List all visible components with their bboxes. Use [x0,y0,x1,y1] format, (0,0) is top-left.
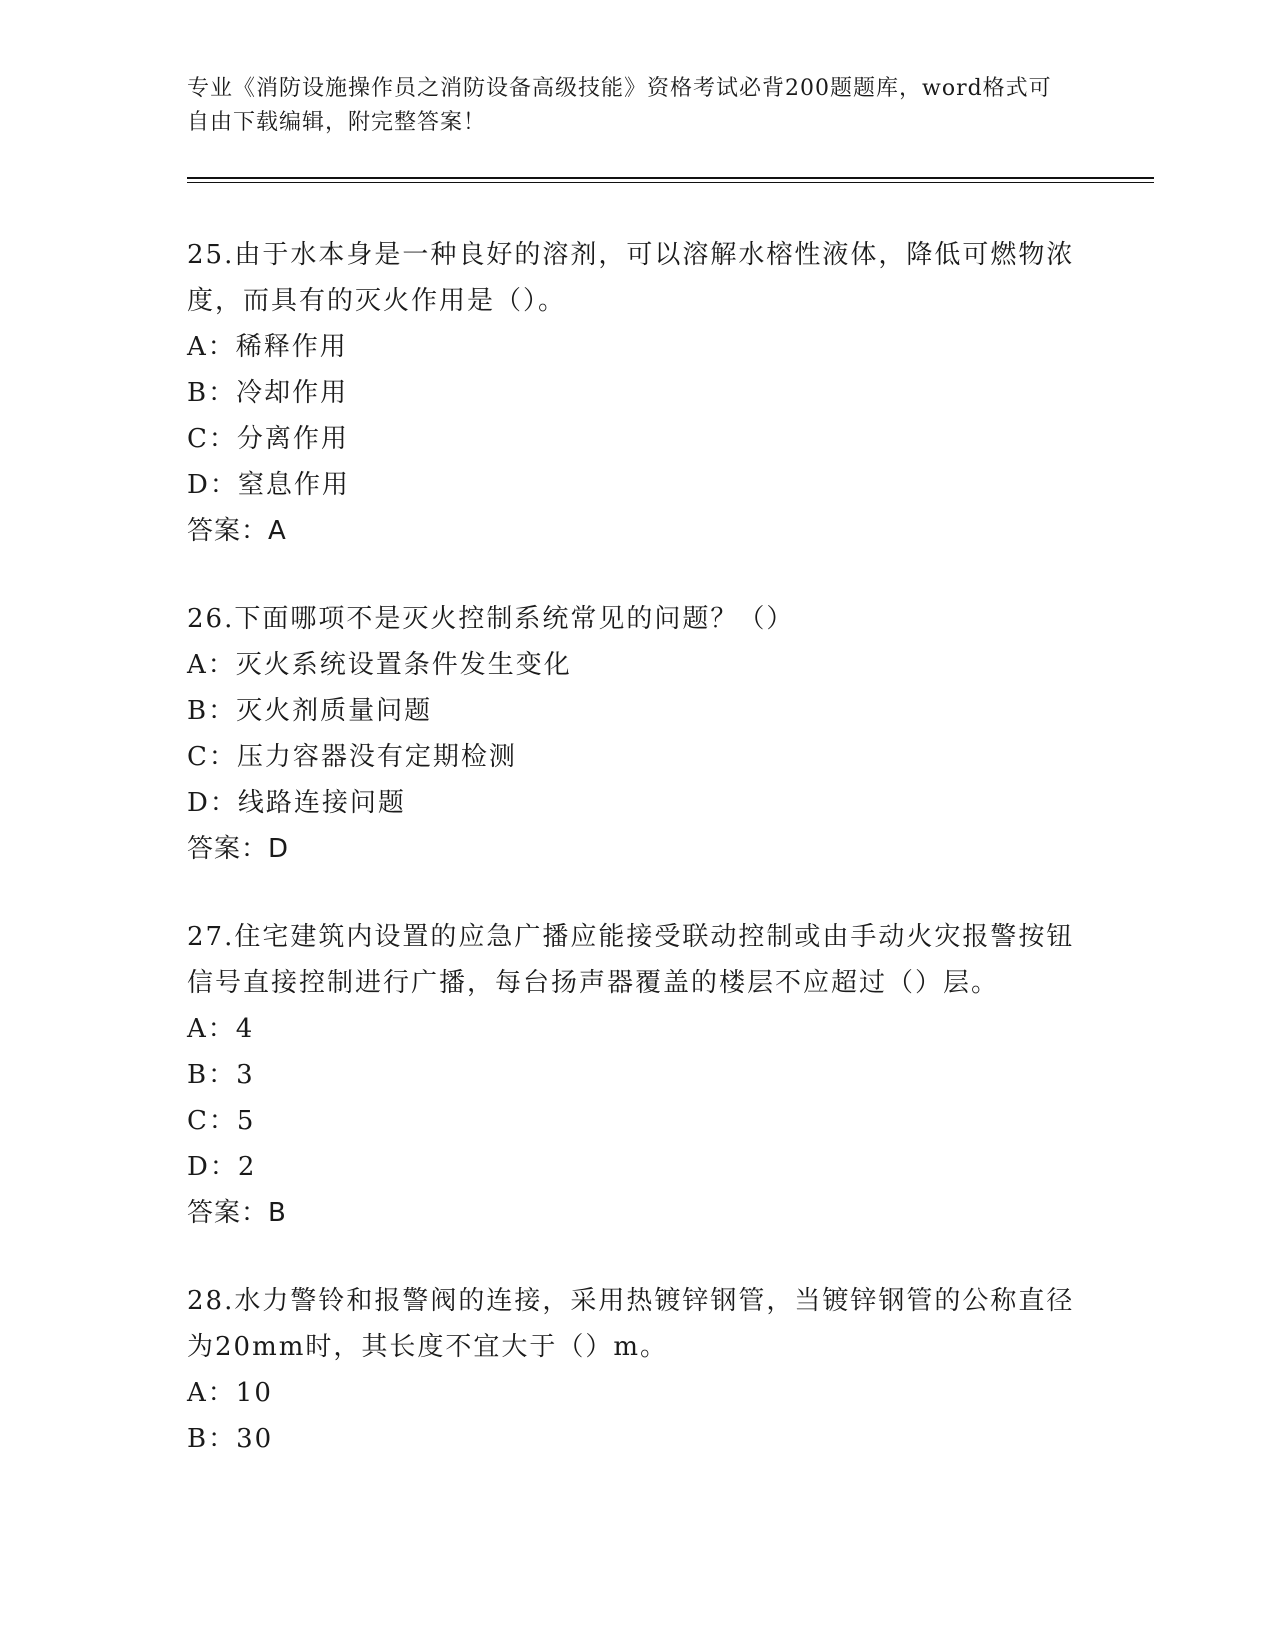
option-d: D：2 [187,1152,257,1182]
header-divider-thick [187,177,1154,179]
answer-label: 答案：B [187,1198,287,1228]
question-25 [187,232,1087,554]
option-c: C：分离作用 [187,424,349,454]
option-b: B：冷却作用 [187,378,349,408]
answer-label: 答案：D [187,834,290,864]
option-a: A：10 [187,1378,273,1408]
option-d: D：线路连接问题 [187,788,406,818]
answer-label: 答案：A [187,516,287,546]
question-28 [187,1278,1087,1462]
option-a: A：灭火系统设置条件发生变化 [187,650,572,680]
option-d: D：窒息作用 [187,470,350,500]
question-stem: 28.水力警铃和报警阀的连接，采用热镀锌钢管，当镀锌钢管的公称直径为20mm时，其长度不宜大于（）m。 [187,1286,1075,1362]
question-stem: 27.住宅建筑内设置的应急广播应能接受联动控制或由手动火灾报警按钮信号直接控制进行广播，每台扬声器覆盖的楼层不应超过（）层。 [187,922,1075,998]
option-b: B：30 [187,1424,274,1454]
option-b: B：灭火剂质量问题 [187,696,433,726]
option-b: B：3 [187,1060,255,1090]
question-26 [187,596,1087,872]
question-list [187,232,1087,1504]
question-stem: 25.由于水本身是一种良好的溶剂，可以溶解水榕性液体，降低可燃物浓度，而具有的灭火作用是（）。 [187,240,1075,316]
document-intro: 专业《消防设施操作员之消防设备高级技能》资格考试必背200题题库，word格式可自由下载编辑，附完整答案！ [187,76,1052,135]
header-divider-thin [187,182,1154,183]
option-a: A：4 [187,1014,255,1044]
option-c: C：5 [187,1106,256,1136]
option-a: A：稀释作用 [187,332,348,362]
question-stem: 26.下面哪项不是灭火控制系统常见的问题？（） [187,604,795,634]
option-c: C：压力容器没有定期检测 [187,742,517,772]
question-27 [187,914,1087,1236]
